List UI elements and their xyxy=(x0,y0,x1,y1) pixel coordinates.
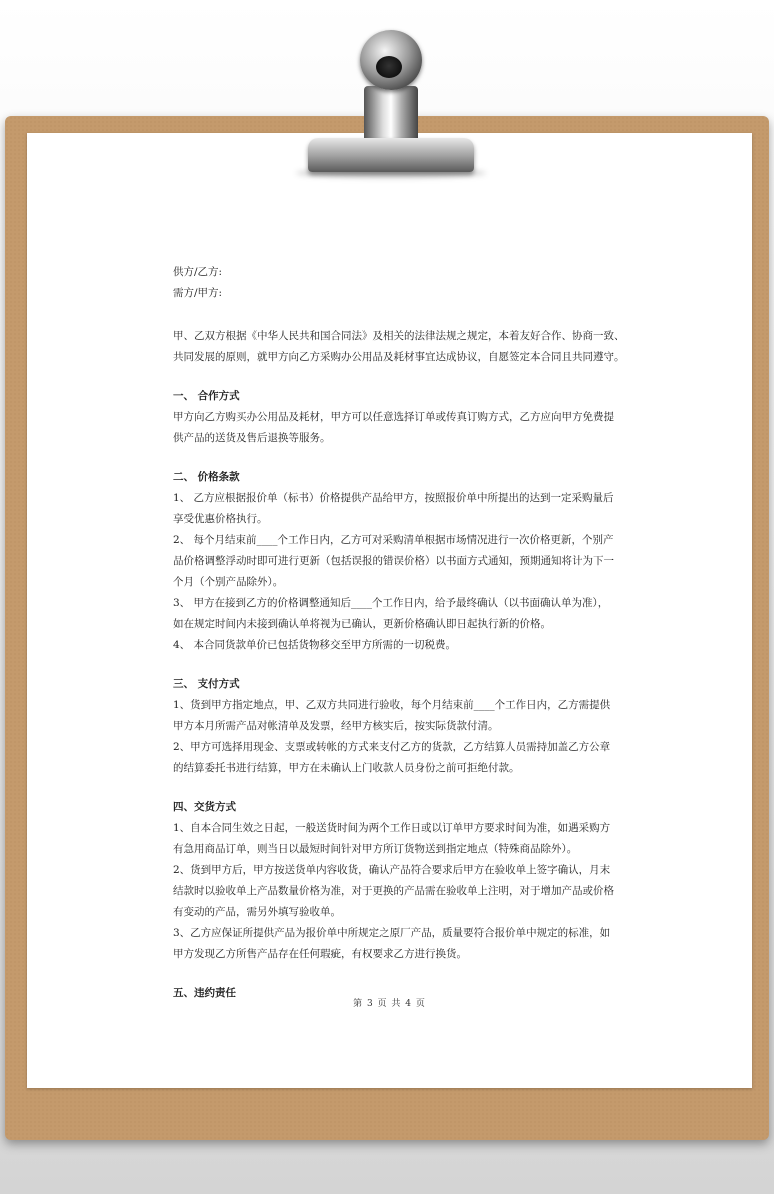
paragraph-line: 3、 甲方在接到乙方的价格调整通知后____个工作日内，给予最终确认（以书面确认单为准）， xyxy=(173,597,609,609)
paragraph-line: 2、 每个月结束前____个工作日内，乙方可对采购清单根据市场情况进行一次价格更新，个别产 xyxy=(173,534,614,546)
clip-base xyxy=(308,138,474,172)
paragraph-line: 结款时以验收单上产品数量价格为准，对于更换的产品需在验收单上注明，对于增加产品或价格 xyxy=(173,885,614,897)
paragraph-line: 如在规定时间内未接到确认单将视为已确认，更新价格确认即日起执行新的价格。 xyxy=(173,618,551,630)
buyer-line: 需方/甲方: xyxy=(173,287,223,299)
paragraph-line: 个月（个别产品除外）。 xyxy=(173,576,284,588)
paragraph-line: 供产品的送货及售后退换等服务。 xyxy=(173,432,331,444)
section-heading: 四、交货方式 xyxy=(173,801,236,813)
section-heading: 五、违约责任 xyxy=(173,987,236,999)
paragraph-line: 1、 乙方应根据报价单（标书）价格提供产品给甲方，按照报价单中所提出的达到一定采购量后 xyxy=(173,492,614,504)
section-heading: 一、 合作方式 xyxy=(173,390,240,402)
intro-line: 甲、乙双方根据《中华人民共和国合同法》及相关的法律法规之规定，本着友好合作、协商一致、 xyxy=(173,330,625,342)
supplier-line: 供方/乙方: xyxy=(173,266,223,278)
section-heading: 三、 支付方式 xyxy=(173,678,240,690)
paragraph-line: 2、甲方可选择用现金、支票或转帐的方式来支付乙方的货款，乙方结算人员需持加盖乙方公章 xyxy=(173,741,611,753)
paragraph-line: 甲方发现乙方所售产品存在任何瑕疵，有权要求乙方进行换货。 xyxy=(173,948,467,960)
contract-body xyxy=(173,262,625,1004)
page-number: 第 3 页 共 4 页 xyxy=(353,999,426,1009)
clip-neck xyxy=(364,86,418,142)
paragraph-line: 有变动的产品，需另外填写验收单。 xyxy=(173,906,341,918)
section-heading: 二、 价格条款 xyxy=(173,471,240,483)
paragraph-line: 品价格调整浮动时即可进行更新（包括误报的错误价格）以书面方式通知，预期通知将计为下一 xyxy=(173,555,614,567)
paragraph-line: 的结算委托书进行结算，甲方在未确认上门收款人员身份之前可拒绝付款。 xyxy=(173,762,520,774)
paragraph-line: 2、货到甲方后，甲方按送货单内容收货，确认产品符合要求后甲方在验收单上签字确认，月末 xyxy=(173,864,611,876)
paragraph-line: 4、 本合同货款单价已包括货物移交至甲方所需的一切税费。 xyxy=(173,639,457,651)
clip-ring-hole xyxy=(376,56,402,78)
paragraph-line: 1、自本合同生效之日起，一般送货时间为两个工作日或以订单甲方要求时间为准，如遇采购方 xyxy=(173,822,611,834)
paragraph-line: 3、乙方应保证所提供产品为报价单中所规定之原厂产品，质量要符合报价单中规定的标准，如 xyxy=(173,927,611,939)
paragraph-line: 1、货到甲方指定地点，甲、乙双方共同进行验收，每个月结束前____个工作日内，乙方需提供 xyxy=(173,699,611,711)
intro-line: 共同发展的原则，就甲方向乙方采购办公用品及耗材事宜达成协议，自愿签定本合同且共同遵守。 xyxy=(173,351,625,363)
paragraph-line: 甲方向乙方购买办公用品及耗材，甲方可以任意选择订单或传真订购方式，乙方应向甲方免费提 xyxy=(173,411,614,423)
paragraph-line: 有急用商品订单，则当日以最短时间针对甲方所订货物送到指定地点（特殊商品除外）。 xyxy=(173,843,578,855)
paragraph-line: 享受优惠价格执行。 xyxy=(173,513,268,525)
paragraph-line: 甲方本月所需产品对帐清单及发票，经甲方核实后，按实际货款付清。 xyxy=(173,720,499,732)
